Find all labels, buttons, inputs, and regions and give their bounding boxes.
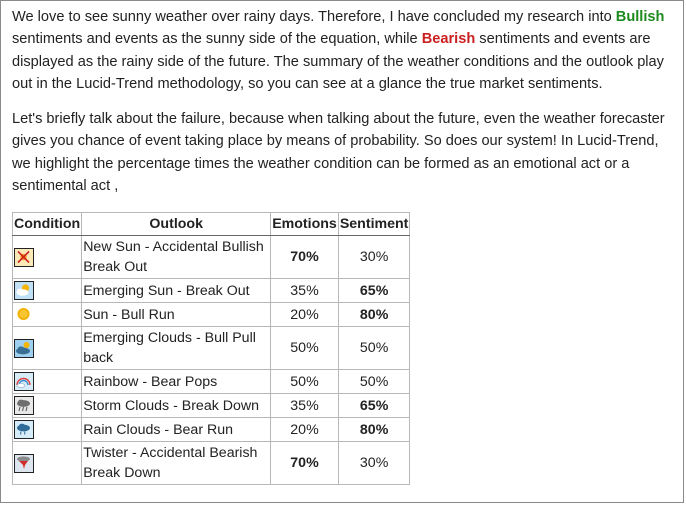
outlook-cell: Storm Clouds - Break Down (82, 394, 271, 418)
table-row (13, 303, 410, 327)
bullish-highlight: Bullish (615, 9, 665, 25)
condition-cell (13, 327, 82, 370)
sentiment-cell: 30% (338, 236, 410, 279)
header-sentiment: Sentiment (338, 213, 410, 236)
rain-clouds-icon (14, 420, 34, 439)
table-row (13, 394, 410, 418)
table-row (13, 327, 410, 370)
emotions-cell: 20% (271, 418, 339, 442)
sentiment-cell: 80% (338, 418, 410, 442)
emotions-cell: 70% (271, 442, 339, 485)
header-emotions: Emotions (271, 213, 339, 236)
emotions-cell: 50% (271, 327, 339, 370)
intro-text-1: We love to see sunny weather over rainy days. Therefore, I have concluded my research into (12, 9, 616, 25)
header-outlook: Outlook (82, 213, 271, 236)
table-row (13, 370, 410, 394)
emotions-cell: 35% (271, 279, 339, 303)
emerging-sun-icon (14, 281, 34, 300)
outlook-cell: Rainbow - Bear Pops (82, 370, 271, 394)
outlook-cell: Emerging Sun - Break Out (82, 279, 271, 303)
storm-clouds-icon (14, 396, 34, 415)
emotions-cell: 50% (271, 370, 339, 394)
table-row (13, 236, 410, 279)
condition-cell (13, 279, 82, 303)
table-row (13, 418, 410, 442)
outlook-cell: Rain Clouds - Bear Run (82, 418, 271, 442)
condition-cell (13, 394, 82, 418)
emotions-cell: 35% (271, 394, 339, 418)
condition-cell (13, 418, 82, 442)
intro-text-3: sentiments and events are displayed as the rainy side of the future. The summary of the weather conditions and the outlook play out in the Lucid-Trend methodology, so you can see at a glance the true market sentiments. (12, 31, 664, 93)
emotions-cell: 70% (271, 236, 339, 279)
outlook-cell: Twister - Accidental Bearish Break Down (82, 442, 271, 485)
header-condition: Condition (13, 213, 82, 236)
emerging-clouds-icon (14, 339, 34, 358)
rainbow-icon (14, 372, 34, 391)
sentiment-cell: 65% (338, 394, 410, 418)
condition-cell (13, 303, 82, 327)
emotions-cell: 20% (271, 303, 339, 327)
sentiment-cell: 65% (338, 279, 410, 303)
intro-paragraph (12, 6, 680, 96)
twister-icon (14, 454, 34, 473)
table-row (13, 279, 410, 303)
intro-text-2: sentiments and events as the sunny side of the equation, while (12, 31, 422, 48)
sentiment-cell: 30% (338, 442, 410, 485)
sentiment-cell: 80% (338, 303, 410, 327)
condition-cell (13, 236, 82, 279)
condition-cell (13, 370, 82, 394)
sun-icon (14, 305, 34, 324)
outlook-cell: New Sun - Accidental Bullish Break Out (82, 236, 271, 279)
table-header-row (13, 213, 410, 236)
sentiment-cell: 50% (338, 370, 410, 394)
outlook-cell: Emerging Clouds - Bull Pull back (82, 327, 271, 370)
weather-conditions-table (12, 212, 410, 485)
new-sun-icon (14, 248, 34, 267)
bearish-highlight: Bearish (421, 31, 476, 48)
table-row (13, 442, 410, 485)
sentiment-cell: 50% (338, 327, 410, 370)
probability-paragraph: Let's briefly talk about the failure, because when talking about the future, even the weather forecaster gives you chance of event taking place by means of probability. So does our system! In Lucid-Trend, we highlight the percentage times the weather condition can be formed as an emotional act or a sentimental act , (12, 111, 665, 195)
outlook-cell: Sun - Bull Run (82, 303, 271, 327)
condition-cell (13, 442, 82, 485)
